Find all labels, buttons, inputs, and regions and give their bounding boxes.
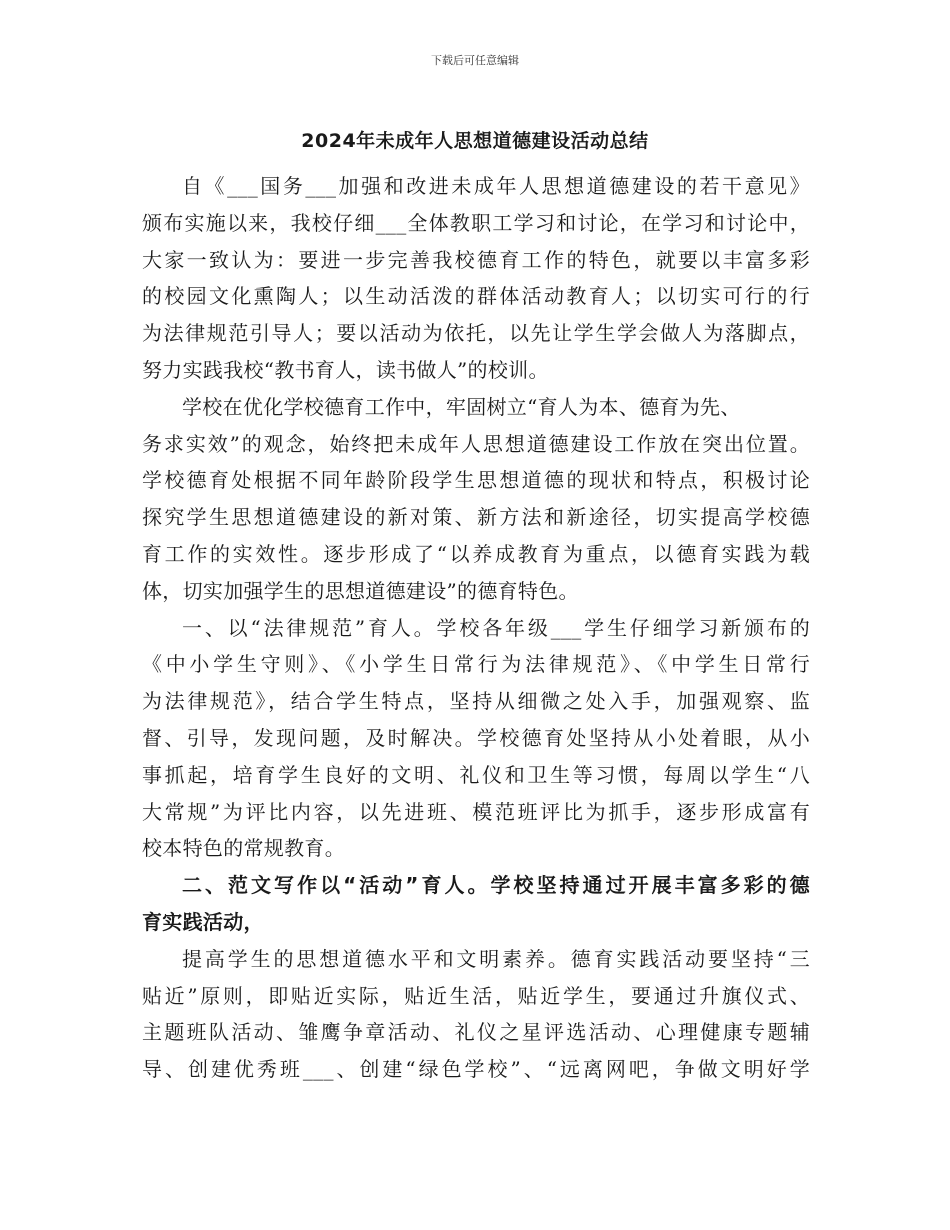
body-text-line: 的校园文化熏陶人；以生动活泼的群体活动教育人；以切实可行的行 — [142, 284, 810, 309]
body-text-line: 育工作的实效性。逐步形成了“以养成教育为重点，以德育实践为载 — [142, 541, 810, 566]
body-text-line: 一、以“法律规范”育人。学校各年级___学生仔细学习新颁布的 — [182, 615, 810, 640]
body-text-line: 大家一致认为：要进一步完善我校德育工作的特色，就要以丰富多彩 — [142, 247, 810, 272]
document-title: 2024年未成年人思想道德建设活动总结 — [301, 130, 649, 152]
page-header-note: 下载后可任意编辑 — [431, 54, 519, 67]
body-text-line: 二、范文写作以“活动”育人。学校坚持通过开展丰富多彩的德 — [182, 873, 810, 898]
body-text-line: 学校德育处根据不同年龄阶段学生思想道德的现状和特点，积极讨论 — [142, 468, 810, 493]
body-text-line: 努力实践我校“教书育人，读书做人”的校训。 — [142, 357, 549, 382]
body-text-line: 务求实效”的观念，始终把未成年人思想道德建设工作放在突出位置。 — [142, 431, 810, 456]
document-body — [142, 168, 810, 1088]
body-text-line: 颁布实施以来，我校仔细___全体教职工学习和讨论，在学习和讨论中， — [142, 210, 810, 235]
body-text-line: 主题班队活动、雏鹰争章活动、礼仪之星评选活动、心理健康专题辅 — [142, 1020, 810, 1045]
body-text-line: 导、创建优秀班___、创建“绿色学校”、“远离网吧，争做文明好学 — [142, 1057, 810, 1082]
body-text-line: 大常规”为评比内容，以先进班、模范班评比为抓手，逐步形成富有 — [142, 799, 810, 824]
body-text-line: 学校在优化学校德育工作中，牢固树立“育人为本、德育为先、 — [182, 394, 741, 419]
body-text-line: 育实践活动， — [142, 909, 264, 934]
body-text-line: 探究学生思想道德建设的新对策、新方法和新途径，切实提高学校德 — [142, 505, 810, 530]
body-text-line: 事抓起，培育学生良好的文明、礼仪和卫生等习惯，每周以学生“八 — [142, 762, 810, 787]
body-text-line: 《中小学生守则》、《小学生日常行为法律规范》、《中学生日常行 — [142, 652, 810, 677]
body-text-line: 为法律规范》，结合学生特点，坚持从细微之处入手，加强观察、监 — [142, 689, 810, 714]
body-text-line: 体，切实加强学生的思想道德建设”的德育特色。 — [142, 578, 579, 603]
body-text-line: 校本特色的常规教育。 — [142, 836, 345, 861]
body-text-line: 自《___国务___加强和改进未成年人思想道德建设的若干意见》 — [182, 174, 810, 198]
body-text-line: 督、引导，发现问题，及时解决。学校德育处坚持从小处着眼，从小 — [142, 725, 810, 750]
body-text-line: 贴近”原则，即贴近实际，贴近生活，贴近学生，要通过升旗仪式、 — [142, 983, 810, 1008]
body-text-line: 提高学生的思想道德水平和文明素养。德育实践活动要坚持“三 — [182, 946, 810, 971]
body-text-line: 为法律规范引导人；要以活动为依托，以先让学生学会做人为落脚点， — [142, 321, 810, 346]
